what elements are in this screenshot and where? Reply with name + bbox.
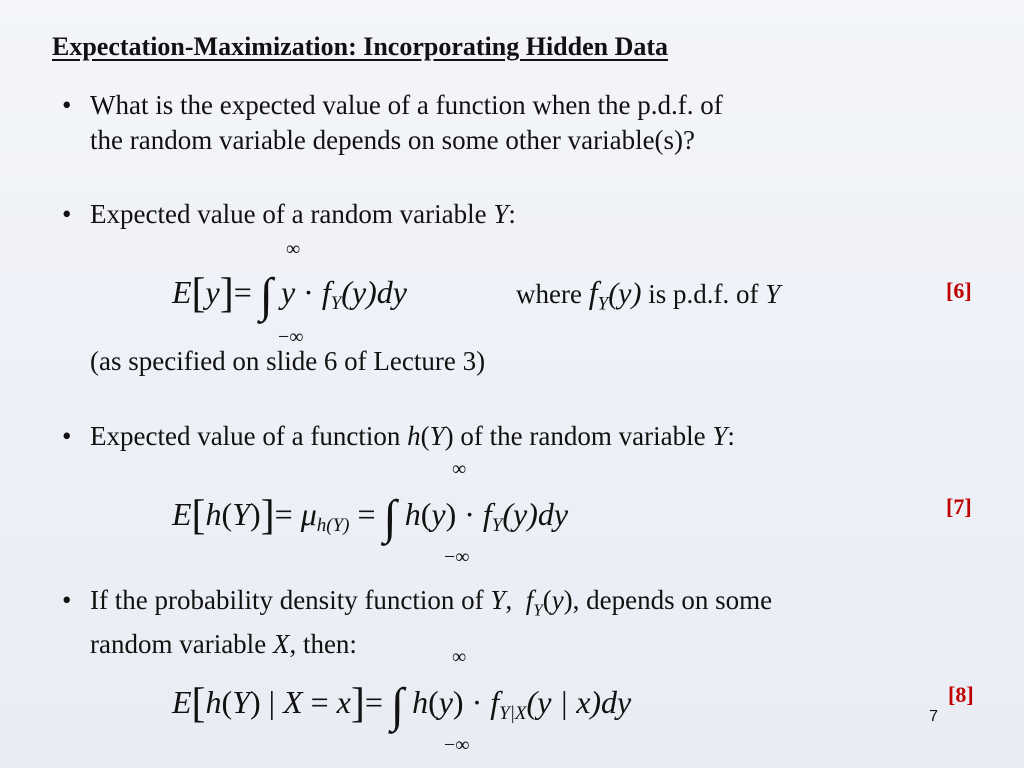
eq8-sub: Y|X bbox=[499, 703, 527, 724]
eq7-integrand: h(y) · f bbox=[404, 496, 492, 532]
bullet-dot: • bbox=[62, 199, 72, 229]
eq8-integrand: h(y) · f bbox=[412, 684, 500, 720]
variable-y: Y bbox=[429, 421, 445, 451]
eq8-lhs: E[h(Y) | X = x]= bbox=[172, 681, 383, 727]
equation-7 bbox=[172, 490, 568, 545]
bullet-text: of the random variable bbox=[453, 421, 713, 451]
eq8-tail: (y | x)dy bbox=[526, 684, 632, 720]
slide-title: Expectation-Maximization: Incorporating Hidden Data bbox=[52, 32, 669, 61]
eq7-lower-limit: −∞ bbox=[444, 546, 470, 568]
bullet-dot: • bbox=[62, 585, 72, 615]
eq7-upper-limit: ∞ bbox=[452, 458, 467, 480]
bullet-dot: • bbox=[62, 421, 72, 451]
equation-8 bbox=[172, 678, 631, 733]
where-label: where bbox=[516, 279, 582, 309]
eq6-sub: Y bbox=[330, 293, 342, 314]
equation-6 bbox=[172, 268, 407, 323]
variable-h: h bbox=[407, 421, 421, 451]
eq6-lhs: E[y]= bbox=[172, 271, 252, 317]
bullet-text-line: random variable X, then: bbox=[90, 629, 357, 660]
where-f: f bbox=[588, 274, 598, 310]
page-number: 7 bbox=[929, 708, 938, 725]
eq6-upper-limit: ∞ bbox=[286, 238, 301, 260]
eq6-tail: (y)dy bbox=[341, 274, 407, 310]
eq7-tail: (y)dy bbox=[502, 496, 569, 532]
where-arg: (y) bbox=[608, 277, 642, 310]
equation-number-8: [8] bbox=[948, 682, 974, 707]
eq6-lower-limit: −∞ bbox=[278, 326, 304, 348]
where-post: is p.d.f. of bbox=[648, 279, 759, 309]
lecture-reference-note: (as specified on slide 6 of Lecture 3) bbox=[90, 346, 486, 376]
bullet-text-line: the random variable depends on some other variable(s)? bbox=[90, 125, 696, 155]
bullet-text: Expected value of a random variable bbox=[90, 199, 494, 229]
variable-y: Y bbox=[493, 199, 509, 229]
bullet-text-line: If the probability density function of Y, $f_Y(y)$, depends on some bbox=[90, 585, 773, 620]
equation-number-6: [6] bbox=[946, 278, 972, 303]
eq7-sub: Y bbox=[491, 515, 503, 536]
where-var: Y bbox=[765, 279, 781, 309]
eq7-lhs: E[h(Y)]= μ bbox=[172, 493, 317, 539]
eq8-lower-limit: −∞ bbox=[444, 734, 470, 756]
bullet-text-line: What is the expected value of a function when the p.d.f. of bbox=[90, 90, 723, 120]
variable-y: Y bbox=[712, 421, 728, 451]
bullet-text: Expected value of a function bbox=[90, 421, 408, 451]
eq8-upper-limit: ∞ bbox=[452, 646, 467, 668]
integral-sign: ∫ bbox=[383, 491, 397, 544]
eq6-integrand: y · f bbox=[280, 274, 331, 310]
where-sub: Y bbox=[597, 293, 609, 315]
eq7-equals: = bbox=[349, 496, 384, 532]
integral-sign: ∫ bbox=[259, 269, 273, 322]
eq6-where-clause bbox=[516, 274, 780, 315]
integral-sign: ∫ bbox=[390, 679, 405, 732]
bullet-dot: • bbox=[62, 90, 72, 120]
equation-number-7: [7] bbox=[946, 494, 972, 519]
eq7-mu-sub: h(Y) bbox=[316, 515, 350, 536]
